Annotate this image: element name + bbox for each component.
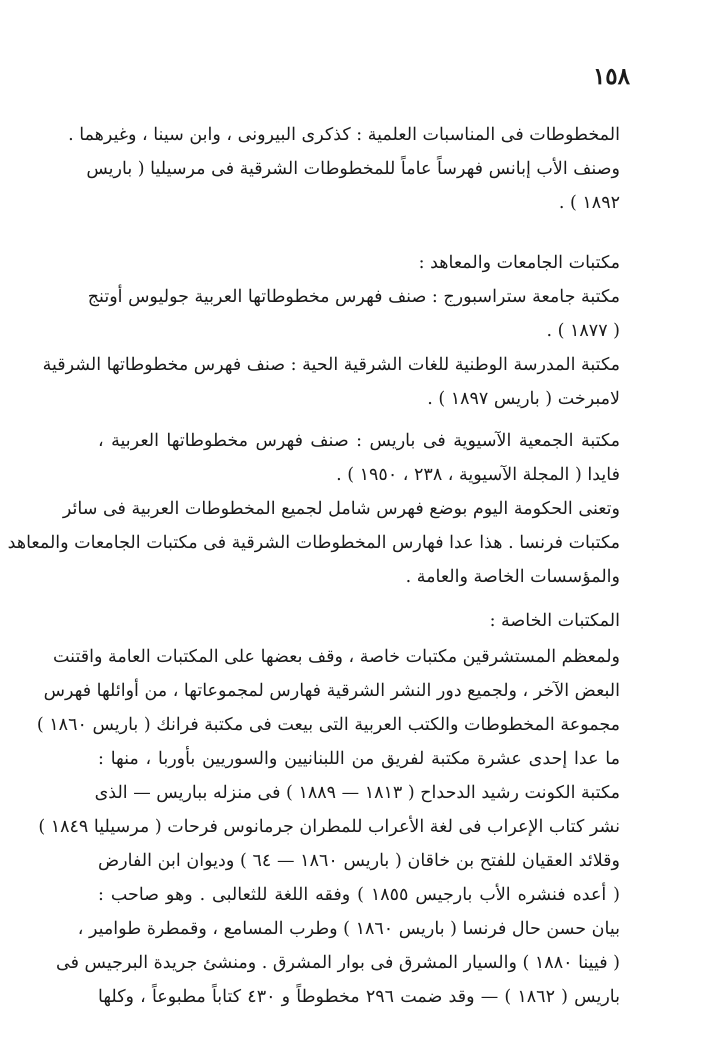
text-line: مكتبات فرنسا . هذا عدا فهارس المخطوطات الشرقية فى مكتبات الجامعات والمعاهد	[7, 533, 620, 553]
text-line: ( ١٨٧٧ ) .	[546, 321, 620, 341]
text-line: مكتبة الجمعية الآسيوية فى باريس : صنف فهرس مخطوطاتها العربية ،	[98, 431, 620, 451]
text-line: وقلائد العقيان للفتح بن خاقان ( باريس ١٨٦٠ — ٦٤ ) وديوان ابن الفارض	[98, 851, 620, 871]
section-heading: المكتبات الخاصة :	[489, 611, 620, 631]
text-line: فايدا ( المجلة الآسيوية ، ٢٣٨ ، ١٩٥٠ ) .	[336, 465, 620, 485]
text-line: وتعنى الحكومة اليوم بوضع فهرس شامل لجميع المخطوطات العربية فى سائر	[62, 499, 620, 519]
text-line: والمؤسسات الخاصة والعامة .	[405, 567, 620, 587]
text-line: باريس ( ١٨٦٢ ) — وقد ضمت ٢٩٦ مخطوطاً و ٤٣٠ كتاباً مطبوعاً ، وكلها	[98, 987, 620, 1007]
text-line: وصنف الأب إبانس فهرساً عاماً للمخطوطات الشرقية فى مرسيليا ( باريس	[86, 159, 620, 179]
text-line: نشر كتاب الإعراب فى لغة الأعراب للمطران جرمانوس فرحات ( مرسيليا ١٨٤٩ )	[38, 817, 620, 837]
text-line: لامبرخت ( باريس ١٨٩٧ ) .	[427, 389, 620, 409]
text-line: مكتبة الكونت رشيد الدحداح ( ١٨١٣ — ١٨٨٩ ) فى منزله بباريس — الذى	[94, 783, 620, 803]
page-number: ١٥٨	[592, 63, 630, 90]
text-line: مكتبة جامعة ستراسبورج : صنف فهرس مخطوطاتها العربية جوليوس أوتنج	[87, 287, 620, 307]
text-line: بيان حسن حال فرنسا ( باريس ١٨٦٠ ) وطرب المسامع ، وقمطرة طوامير ،	[77, 919, 620, 939]
text-line: ولمعظم المستشرقين مكتبات خاصة ، وقف بعضها على المكتبات العامة واقتنت	[53, 647, 620, 667]
text-line: مجموعة المخطوطات والكتب العربية التى بيعت فى مكتبة فرانك ( باريس ١٨٦٠ )	[36, 715, 620, 735]
text-line: البعض الآخر ، ولجميع دور النشر الشرقية فهارس لمجموعاتها ، من أوائلها فهرس	[43, 681, 620, 701]
section-heading: مكتبات الجامعات والمعاهد :	[418, 253, 620, 273]
text-line: ( أعده فنشره الأب بارجيس ١٨٥٥ ) وفقه اللغة للثعالبى . وهو صاحب :	[98, 885, 620, 905]
text-line: المخطوطات فى المناسبات العلمية : كذكرى البيرونى ، وابن سينا ، وغيرهما .	[68, 125, 620, 145]
text-line: ( فيينا ١٨٨٠ ) والسيار المشرق فى بوار المشرق . ومنشئ جريدة البرجيس فى	[56, 953, 620, 973]
text-line: ١٨٩٢ ) .	[558, 193, 620, 213]
text-line: مكتبة المدرسة الوطنية للغات الشرقية الحية : صنف فهرس مخطوطاتها الشرقية	[42, 355, 620, 375]
text-line: ما عدا إحدى عشرة مكتبة لفريق من اللبنانيين والسوريين بأوربا ، منها :	[98, 749, 620, 769]
